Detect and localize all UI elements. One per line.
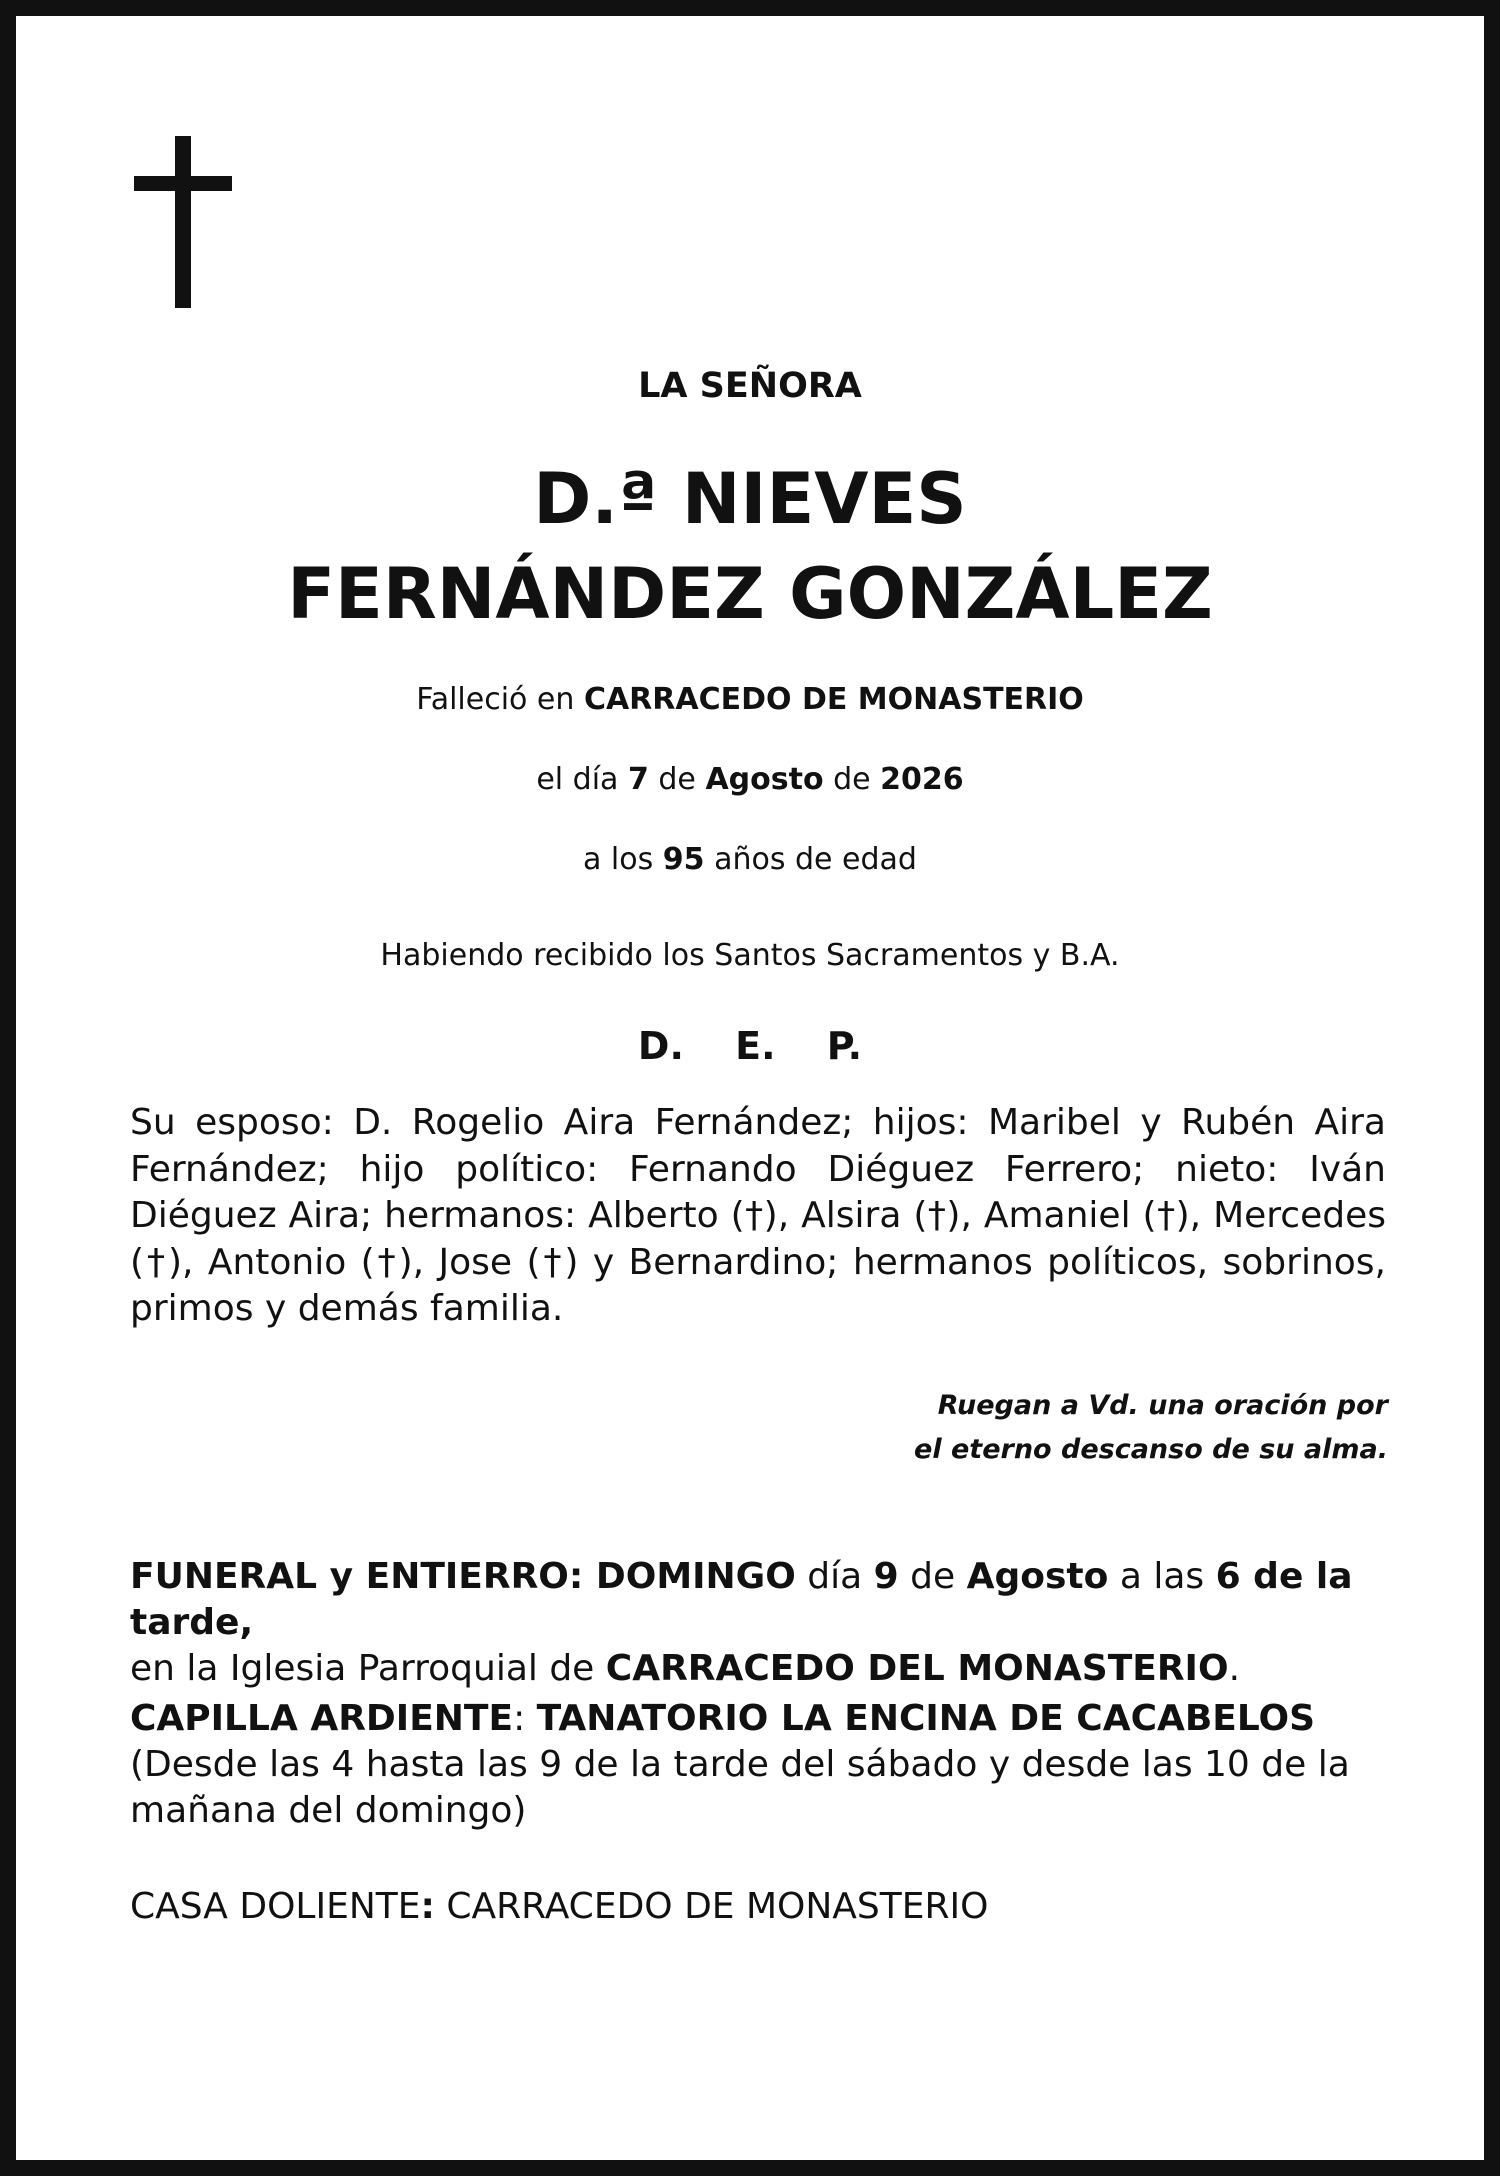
deceased-name [130,452,1370,642]
name-line-2: FERNÁNDEZ GONZÁLEZ [287,553,1213,635]
chapel-hours: (Desde las 4 hasta las 9 de la tarde del sábado y desde las 10 de la mañana del domingo) [130,1744,1350,1831]
death-date: el día 7 de Agosto de 2026 [536,762,964,797]
honorific: LA SEÑORA [638,366,862,406]
prayer-line-2: el eterno descanso de su alma. [914,1434,1388,1465]
chapel-info: CAPILLA ARDIENTE: TANATORIO LA ENCINA DE CACABELOS (Desde las 4 hasta las 9 de la tarde del sábado y desde las 10 de la mañana del domingo) [130,1698,1350,1831]
dep-initials: D. E. P. [637,1024,863,1068]
funeral-info: FUNERAL y ENTIERRO: DOMINGO día 9 de Agosto a las 6 de la tarde, en la Iglesia Parroquial de CARRACEDO DEL MONASTERIO. [130,1556,1353,1689]
sacraments-text: Habiendo recibido los Santos Sacramentos y B.A. [380,938,1120,973]
prayer-request [688,1384,1388,1472]
death-age: a los 95 años de edad [583,842,917,877]
death-place: Falleció en CARRACEDO DE MONASTERIO [416,682,1084,717]
name-line-1: D.ª NIEVES [533,458,967,540]
family-list: Su esposo: D. Rogelio Aira Fernández; hijos: Maribel y Rubén Aira Fernández; hijo político: Fernando Diéguez Ferrero; nieto: Iván Diéguez Aira; hermanos: Alberto (†), Alsira (†), Amaniel (†), Mercedes (†), Antonio (†), Jose (†) y Bernardino; hermanos políticos, sobrinos, primos y demás familia. [130,1102,1386,1329]
cross-icon [134,136,232,308]
mourning-house: CASA DOLIENTE: CARRACEDO DE MONASTERIO [130,1886,989,1927]
prayer-line-1: Ruegan a Vd. una oración por [937,1390,1388,1421]
